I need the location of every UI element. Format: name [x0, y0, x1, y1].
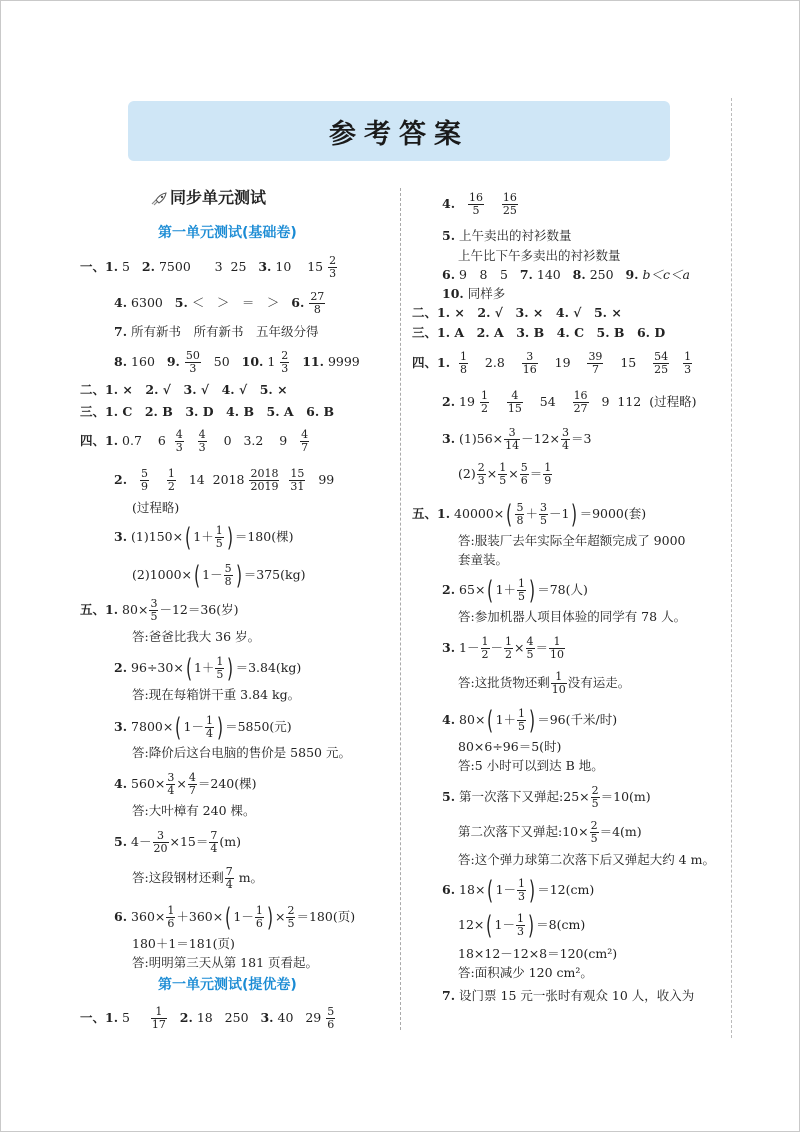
fraction: $\frac{54}{25}$ [654, 350, 669, 376]
fraction: $\frac{16}{27}$ [573, 389, 588, 415]
fraction: $\frac{16}{5}$ [468, 191, 483, 217]
answer-line: 5. 上午卖出的衬衫数量 [442, 228, 572, 243]
answer-line: 套童装。 [458, 552, 509, 567]
fraction: $\frac{2}{5}$ [591, 784, 599, 810]
fraction: $\frac{3}{16}$ [522, 350, 537, 376]
answer-line: 10. 同样多 [442, 286, 506, 301]
fraction: $\frac{1}{10}$ [550, 635, 565, 661]
answer-line: 答:这个弹力球第二次落下后又弹起大约 4 m。 [458, 852, 715, 867]
fraction: $\frac{15}{31}$ [290, 467, 305, 493]
answer-line: 2. 96÷30×( 1＋ $\frac{1}{5}$ ) ＝3.84(kg) [114, 653, 302, 684]
fraction: $\frac{16}{25}$ [502, 191, 517, 217]
fraction: $\frac{1}{3}$ [684, 350, 692, 376]
answer-line: 180＋1＝181(页) [132, 936, 235, 951]
answer-line: 三、1. A 2. A 3. B 4. C 5. B 6. D [412, 325, 666, 340]
answer-line: 上午比下午多卖出的衬衫数量 [458, 248, 621, 263]
answer-line: 第二次落下又弹起:10× $\frac{2}{5}$ ＝4(m) [458, 819, 642, 845]
title-banner [128, 101, 670, 161]
answer-line: 二、1. × 2. √ 3. × 4. √ 5. × [412, 305, 622, 320]
fraction: $\frac{4}{7}$ [301, 428, 309, 454]
answer-line: 答:这段钢材还剩 $\frac{7}{4}$ m。 [132, 865, 264, 891]
fraction: $\frac{1}{2}$ [505, 635, 513, 661]
answer-line: 三、1. C 2. B 3. D 4. B 5. A 6. B [80, 404, 335, 419]
fraction: $\frac{4}{15}$ [507, 389, 522, 415]
answer-line: 2. 65×( 1＋ $\frac{1}{5}$ ) ＝78(人) [442, 575, 588, 606]
answer-line: 2. $\frac{5}{9}$ $\frac{1}{2}$ 14 2018 $\frac{2018}{2019}$ $\frac{15}{31}$ 99 [114, 467, 335, 493]
fraction: $\frac{50}{3}$ [185, 349, 200, 375]
answer-line: 6. 18×( 1－ $\frac{1}{3}$ ) ＝12(cm) [442, 875, 595, 906]
answer-line: 5. 4－ $\frac{3}{20}$ ×15＝ $\frac{7}{4}$ (m) [114, 829, 241, 855]
answer-line: (2)1000×( 1－ $\frac{5}{8}$ ) ＝375(kg) [132, 560, 306, 591]
fraction: $\frac{1}{5}$ [518, 577, 526, 603]
unit-test-basic-heading: 第一单元测试(基础卷) [158, 225, 297, 241]
answer-line: (过程略) [132, 500, 180, 515]
answer-line: 6. 9 8 5 7. 140 8. 250 9. b＜c＜a [442, 267, 690, 282]
fraction: $\frac{2}{3}$ [477, 461, 485, 487]
column-divider [400, 188, 401, 1030]
answer-line: 4. 560× $\frac{3}{4}$ × $\frac{4}{7}$ ＝240(棵) [114, 771, 257, 797]
answer-line: 80×6÷96＝5(时) [458, 739, 562, 754]
fraction: $\frac{3}{4}$ [167, 771, 175, 797]
fraction: $\frac{5}{9}$ [140, 467, 148, 493]
fraction: $\frac{5}{6}$ [520, 461, 528, 487]
answer-line: 答:爸爸比我大 36 岁。 [132, 629, 261, 644]
answer-line: 答:参加机器人项目体验的同学有 78 人。 [458, 609, 687, 624]
fraction: $\frac{39}{7}$ [588, 350, 603, 376]
answer-line: 四、1. $\frac{1}{8}$ 2.8 $\frac{3}{16}$ 19 $\frac{39}{7}$ 15 $\frac{54}{25}$ $\frac{1}{3}$ [412, 350, 692, 376]
answer-line: 6. 360× $\frac{1}{6}$ ＋360×( 1－ $\frac{1}{6}$ ) × $\frac{2}{5}$ ＝180(页) [114, 902, 356, 933]
answer-line: 答:明明第三天从第 181 页看起。 [132, 955, 319, 970]
fraction: $\frac{5}{8}$ [516, 501, 524, 527]
fraction: $\frac{3}{14}$ [505, 426, 520, 452]
fraction: $\frac{2}{3}$ [329, 254, 337, 280]
fraction: $\frac{1}{2}$ [481, 635, 489, 661]
answer-line: 一、1. 5 2. 7500 3 25 3. 10 15 $\frac{2}{3}$ [80, 254, 337, 280]
answer-line: 3. 1－ $\frac{1}{2}$ － $\frac{1}{2}$ × $\frac{4}{5}$ ＝ $\frac{1}{10}$ [442, 635, 565, 661]
fraction: $\frac{4}{5}$ [526, 635, 534, 661]
fraction: $\frac{1}{5}$ [215, 524, 223, 550]
fraction: $\frac{27}{8}$ [310, 290, 325, 316]
answer-line: 12×( 1－ $\frac{1}{3}$ ) ＝8(cm) [458, 910, 586, 941]
answer-line: 四、1. 0.7 6 $\frac{4}{3}$ $\frac{4}{3}$ 0 3.2 9 $\frac{4}{7}$ [80, 428, 309, 454]
answer-line: 3. 7800×( 1－ $\frac{1}{4}$ ) ＝5850(元) [114, 712, 292, 743]
fraction: $\frac{1}{5}$ [518, 707, 526, 733]
fraction: $\frac{7}{4}$ [225, 865, 233, 891]
fraction: $\frac{3}{5}$ [150, 597, 158, 623]
fraction: $\frac{1}{5}$ [216, 655, 224, 681]
answer-line: (2) $\frac{2}{3}$ × $\frac{1}{5}$ × $\frac{5}{6}$ ＝ $\frac{1}{9}$ [458, 461, 552, 487]
answer-line: 一、1. 5 $\frac{1}{17}$ 2. 18 250 3. 40 29 $\frac{5}{6}$ [80, 1005, 335, 1031]
answer-line: 二、1. × 2. √ 3. √ 4. √ 5. × [80, 382, 288, 397]
fraction: $\frac{1}{2}$ [167, 467, 175, 493]
fraction: $\frac{1}{6}$ [167, 904, 175, 930]
fraction: $\frac{1}{8}$ [460, 350, 468, 376]
fraction: $\frac{1}{10}$ [551, 670, 566, 696]
fraction: $\frac{5}{6}$ [327, 1005, 335, 1031]
section-title: 同步单元测试 [170, 188, 267, 207]
fraction: $\frac{4}{7}$ [188, 771, 196, 797]
fraction: $\frac{1}{5}$ [499, 461, 507, 487]
fraction: $\frac{3}{4}$ [562, 426, 570, 452]
fraction: $\frac{5}{8}$ [224, 562, 232, 588]
fraction: $\frac{1}{3}$ [517, 912, 524, 938]
page-title: 参考答案 [329, 118, 469, 150]
answer-line: 答:5 小时可以到达 B 地。 [458, 758, 604, 773]
fraction: $\frac{7}{4}$ [210, 829, 218, 855]
answer-line: 8. 160 9. $\frac{50}{3}$ 50 10. 1 $\frac{2}{3}$ 11. 9999 [114, 349, 360, 375]
fraction: $\frac{1}{3}$ [518, 877, 526, 903]
rocket-icon [150, 192, 168, 206]
answer-line: 答:面积减少 120 cm²。 [458, 965, 593, 980]
answer-line: 答:降价后这台电脑的售价是 5850 元。 [132, 745, 351, 760]
answer-line: 4. 80×( 1＋ $\frac{1}{5}$ ) ＝96(千米/时) [442, 705, 618, 736]
fraction: $\frac{2018}{2019}$ [250, 467, 279, 493]
answer-line: 3. (1)56× $\frac{3}{14}$ －12× $\frac{3}{4}$ ＝3 [442, 426, 592, 452]
answer-line: 答:现在每箱饼干重 3.84 kg。 [132, 687, 301, 702]
answer-line: 答:这批货物还剩 $\frac{1}{10}$ 没有运走。 [458, 670, 631, 696]
answer-line: 7. 所有新书 所有新书 五年级分得 [114, 324, 319, 339]
fraction: $\frac{2}{3}$ [281, 349, 289, 375]
fraction: $\frac{1}{9}$ [544, 461, 552, 487]
answer-line: 18×12－12×8＝120(cm²) [458, 946, 618, 961]
fraction: $\frac{3}{5}$ [539, 501, 547, 527]
fraction: $\frac{2}{5}$ [287, 904, 295, 930]
answer-line: 答:服装厂去年实际全年超额完成了 9000 [458, 533, 686, 548]
section-heading [150, 188, 266, 208]
margin-rule [731, 98, 732, 1038]
answer-line: 7. 设门票 15 元一张时有观众 10 人，收入为 [442, 988, 695, 1003]
answer-line: 五、1. 80× $\frac{3}{5}$ －12＝36(岁) [80, 597, 239, 623]
fraction: $\frac{1}{17}$ [151, 1005, 166, 1031]
answer-line: 五、1. 40000×( $\frac{5}{8}$ ＋ $\frac{3}{5}$ －1) ＝9000(套) [412, 499, 647, 530]
fraction: $\frac{3}{20}$ [153, 829, 168, 855]
answer-line: 3. (1)150×( 1＋ $\frac{1}{5}$ ) ＝180(棵) [114, 522, 294, 553]
fraction: $\frac{1}{4}$ [205, 714, 213, 740]
answer-line: 5. 第一次落下又弹起:25× $\frac{2}{5}$ ＝10(m) [442, 784, 651, 810]
fraction: $\frac{4}{3}$ [198, 428, 206, 454]
answer-line: 答:大叶樟有 240 棵。 [132, 803, 256, 818]
answer-line: 2. 19 $\frac{1}{2}$ $\frac{4}{15}$ 54 $\frac{16}{27}$ 9 112 (过程略) [442, 389, 697, 415]
fraction: $\frac{1}{2}$ [480, 389, 488, 415]
answer-line: 4. $\frac{16}{5}$ $\frac{16}{25}$ [442, 191, 517, 217]
fraction: $\frac{4}{3}$ [175, 428, 183, 454]
unit-test-advanced-heading: 第一单元测试(提优卷) [158, 977, 297, 993]
answer-line: 4. 6300 5. ＜ ＞ ＝ ＞ 6. $\frac{27}{8}$ [114, 290, 325, 316]
fraction: $\frac{2}{5}$ [590, 819, 598, 845]
fraction: $\frac{1}{6}$ [255, 904, 263, 930]
